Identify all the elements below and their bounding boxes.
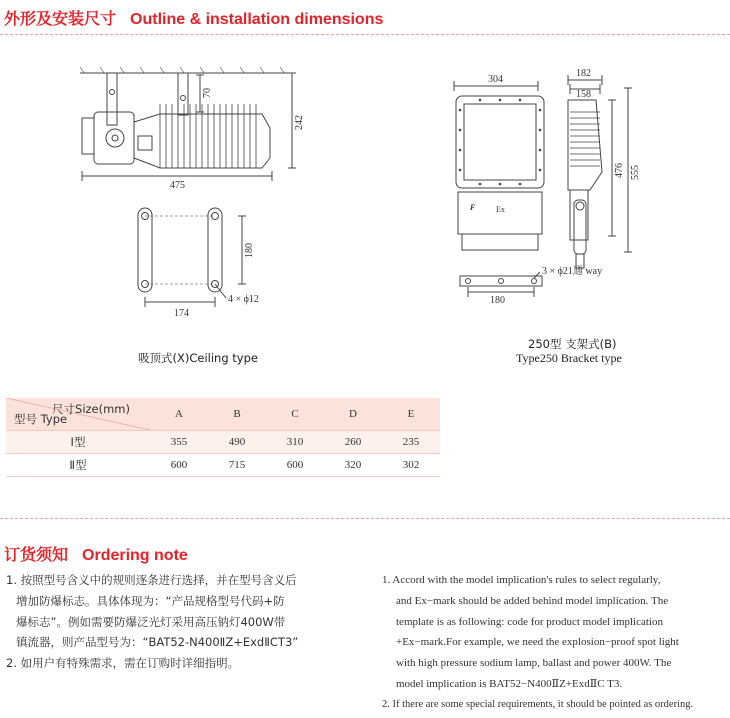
table-cell: 600	[150, 454, 208, 477]
note-line: 1. 按照型号含义中的规则逐条进行选择，并在型号含义后	[6, 573, 297, 587]
table-cell: 320	[324, 454, 382, 477]
size-table	[6, 398, 440, 477]
note-line: 增加防爆标志。具体体现为：“产品规格型号代码+防	[16, 593, 285, 608]
ordering-title-cn: 订货须知	[4, 547, 69, 564]
bracket-type-drawing	[430, 60, 690, 310]
dim-242: 242	[294, 115, 305, 130]
ceiling-type-caption: 吸顶式(X)Ceiling type	[138, 351, 258, 365]
row-type: Ⅰ型	[6, 431, 150, 454]
section-divider	[0, 34, 730, 35]
dim-158: 158	[576, 89, 591, 100]
table-row	[6, 454, 440, 477]
bracket-caption-cn: 250型 支架式(B)	[528, 337, 617, 351]
note-line: and Ex−mark should be added behind model implication. The	[396, 594, 669, 607]
ceiling-type-drawing	[0, 40, 320, 330]
note-line: with high pressure sodium lamp, ballast and power 400W. The	[396, 657, 672, 670]
note-line: 2. 如用户有特殊需求，需在订购时详细指明。	[6, 656, 240, 671]
bracket-hole-label: 3 × ϕ21通 way	[542, 266, 603, 277]
ordering-title-en: Ordering note	[82, 547, 188, 564]
column-header: D	[324, 398, 382, 431]
dim-475: 475	[170, 180, 185, 191]
column-header: E	[382, 398, 440, 431]
corner-size-label: 尺寸Size(mm)	[52, 402, 130, 416]
dim-174: 174	[174, 308, 189, 319]
outline-title-en: Outline & installation dimensions	[130, 11, 384, 28]
bracket-caption-en: Type250 Bracket type	[516, 351, 622, 365]
note-line: 2. If there are some special requirements, it should be pointed as ordering.	[382, 698, 694, 710]
table-cell: 302	[382, 454, 440, 477]
row-type: Ⅱ型	[6, 454, 150, 477]
nameplate-ex: Ex	[496, 205, 505, 214]
dim-180-ceiling: 180	[244, 243, 255, 258]
column-header: A	[150, 398, 208, 431]
table-cell: 715	[208, 454, 266, 477]
corner-type-label: 型号 Type	[14, 412, 68, 426]
table-cell: 260	[324, 431, 382, 454]
dim-555: 555	[630, 165, 641, 180]
dim-180-bracket: 180	[490, 295, 505, 306]
dim-476: 476	[614, 163, 625, 178]
note-line: 爆标志”。例如需要防爆泛光灯采用高压钠灯400W带	[16, 614, 286, 629]
note-line: +Ex−mark.For example, we need the explosion−proof spot light	[396, 636, 679, 649]
note-line: template is as following: code for product model implication	[396, 615, 663, 628]
dim-182: 182	[576, 68, 591, 79]
ordering-notes-en	[382, 570, 728, 716]
table-cell: 310	[266, 431, 324, 454]
nameplate-logo: F	[470, 203, 476, 212]
table-cell: 355	[150, 431, 208, 454]
table-corner-cell	[6, 398, 150, 431]
ceiling-hole-label: 4 × ϕ12	[228, 294, 259, 305]
note-line: 1. Accord with the model implication's rules to select regularly,	[382, 574, 661, 586]
section-divider	[0, 518, 730, 519]
table-header-row	[6, 398, 440, 431]
note-line: 镇流器，则产品型号为：“BAT52-N400ⅡZ+ExdⅡCT3”	[16, 635, 299, 650]
table-cell: 490	[208, 431, 266, 454]
outline-section-heading	[4, 6, 383, 29]
table-cell: 600	[266, 454, 324, 477]
outline-title-cn: 外形及安装尺寸	[4, 11, 117, 28]
column-header: B	[208, 398, 266, 431]
table-cell: 235	[382, 431, 440, 454]
table-row	[6, 431, 440, 454]
column-header: C	[266, 398, 324, 431]
ordering-section-heading	[4, 542, 188, 565]
dim-70: 70	[202, 88, 213, 98]
ordering-notes-cn	[6, 570, 346, 674]
note-line: model implication is BAT52−N400ⅡZ+ExdⅡC T3.	[396, 677, 623, 690]
dim-304: 304	[488, 74, 503, 85]
